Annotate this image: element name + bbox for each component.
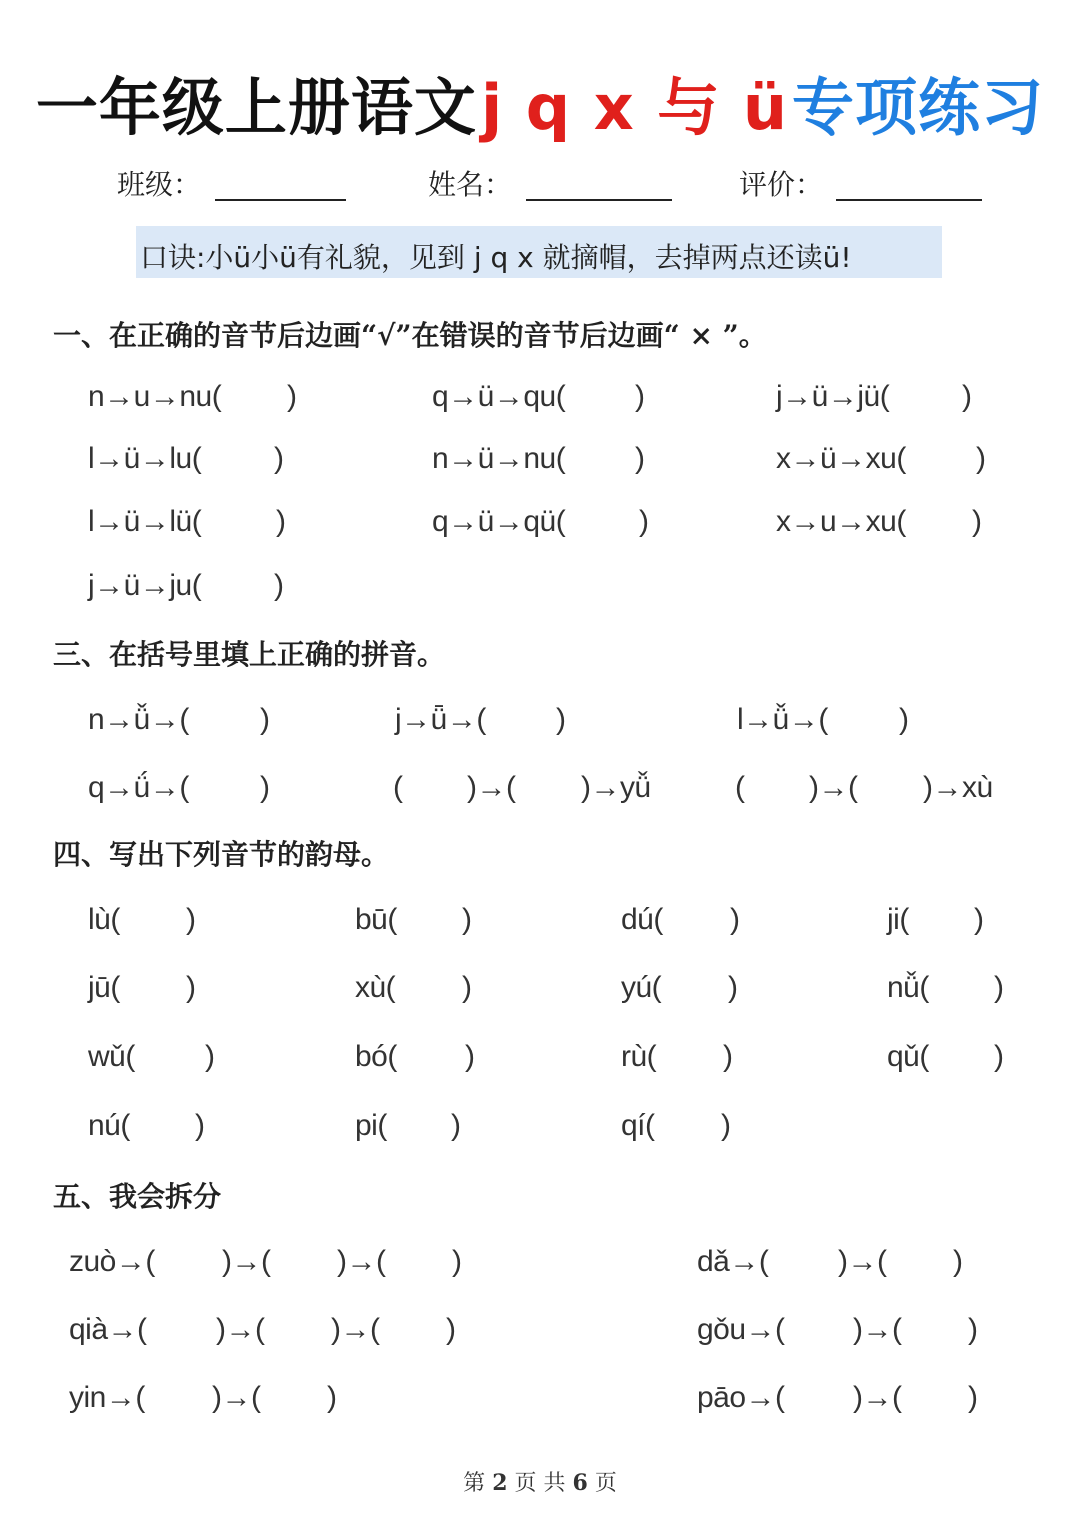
grade-label: 评价： <box>739 168 824 201</box>
s1-item: n→ü→nu( <box>432 442 566 475</box>
s3-answer-slot[interactable]: ) <box>260 703 270 736</box>
s4-answer-slot[interactable]: ) <box>974 903 984 936</box>
s1-item: q→ü→qu( <box>432 380 566 413</box>
s4-item: dú( <box>621 903 663 936</box>
s1-answer-slot[interactable]: ) <box>639 505 649 538</box>
s5-answer-slot[interactable]: ) <box>446 1313 456 1346</box>
s3-item: )→( <box>467 771 516 804</box>
s4-answer-slot[interactable]: ) <box>186 971 196 1004</box>
section5-heading: 五、我会拆分 <box>53 1180 222 1213</box>
s5-join: )→( <box>838 1245 887 1278</box>
s5-item: pāo→( <box>697 1381 785 1414</box>
s4-item: ji( <box>887 903 909 936</box>
s4-item: nǚ( <box>887 971 929 1004</box>
s4-answer-slot[interactable]: ) <box>462 971 472 1004</box>
s3-item: n→ǚ→( <box>88 703 189 736</box>
s5-join: )→( <box>222 1245 271 1278</box>
s1-item: x→ü→xu( <box>776 442 906 475</box>
footer-page-number: 2 <box>492 1470 508 1496</box>
s5-answer-slot[interactable]: ) <box>452 1245 462 1278</box>
s3-item: )→xù <box>923 771 993 804</box>
footer-middle: 页 共 <box>514 1471 566 1496</box>
s4-answer-slot[interactable]: ) <box>730 903 740 936</box>
s1-item: n→u→nu( <box>88 380 222 413</box>
s5-join: )→( <box>216 1313 265 1346</box>
s4-item: nú( <box>88 1109 130 1142</box>
s5-item: qià→( <box>69 1313 147 1346</box>
s4-item: xù( <box>355 971 396 1004</box>
class-blank[interactable] <box>215 199 346 201</box>
title-part-letters: j q x 与 ü <box>480 71 789 144</box>
title-part-practice: 专项练习 <box>792 71 1045 144</box>
s4-answer-slot[interactable]: ) <box>723 1040 733 1073</box>
grade-blank[interactable] <box>836 199 982 201</box>
s5-item: dǎ→( <box>697 1245 769 1278</box>
s4-item: pi( <box>355 1109 387 1142</box>
s1-item: j→ü→ju( <box>88 569 202 602</box>
s1-item: j→ü→jü( <box>776 380 890 413</box>
footer-total-pages: 6 <box>572 1470 588 1496</box>
s5-join: )→( <box>853 1313 902 1346</box>
class-label: 班级： <box>117 168 202 201</box>
s4-item: yú( <box>621 971 662 1004</box>
footer-suffix: 页 <box>594 1471 617 1496</box>
s3-answer-slot[interactable]: ) <box>556 703 566 736</box>
s1-answer-slot[interactable]: ) <box>962 380 972 413</box>
s3-item: ( <box>393 771 403 804</box>
s1-answer-slot[interactable]: ) <box>276 505 286 538</box>
s1-item: l→ü→lu( <box>88 442 202 475</box>
title-part-grade: 一年级上册语文 <box>35 71 477 144</box>
s3-answer-slot[interactable]: ) <box>899 703 909 736</box>
s4-answer-slot[interactable]: ) <box>994 1040 1004 1073</box>
s1-answer-slot[interactable]: ) <box>287 380 297 413</box>
page-footer <box>0 1466 1080 1497</box>
s4-answer-slot[interactable]: ) <box>994 971 1004 1004</box>
s4-item: lù( <box>88 903 120 936</box>
s3-item: ( <box>735 771 745 804</box>
s4-item: rù( <box>621 1040 657 1073</box>
s4-answer-slot[interactable]: ) <box>465 1040 475 1073</box>
page-title <box>0 58 1080 147</box>
s4-item: bó( <box>355 1040 397 1073</box>
s3-item: l→ǚ→( <box>737 703 828 736</box>
s1-item: q→ü→qü( <box>432 505 566 538</box>
s4-item: bū( <box>355 903 397 936</box>
s5-item: zuò→( <box>69 1245 155 1278</box>
s4-answer-slot[interactable]: ) <box>186 903 196 936</box>
s5-answer-slot[interactable]: ) <box>968 1381 978 1414</box>
s5-answer-slot[interactable]: ) <box>968 1313 978 1346</box>
s1-answer-slot[interactable]: ) <box>274 442 284 475</box>
s3-answer-slot[interactable]: ) <box>260 771 270 804</box>
s4-answer-slot[interactable]: ) <box>462 903 472 936</box>
s3-item: j→ǖ→( <box>395 703 486 736</box>
s5-answer-slot[interactable]: ) <box>953 1245 963 1278</box>
s5-join: )→( <box>212 1381 261 1414</box>
s5-join: )→( <box>337 1245 386 1278</box>
s5-join: )→( <box>331 1313 380 1346</box>
s1-answer-slot[interactable]: ) <box>976 442 986 475</box>
s5-item: yin→( <box>69 1381 145 1414</box>
s4-answer-slot[interactable]: ) <box>721 1109 731 1142</box>
s1-answer-slot[interactable]: ) <box>274 569 284 602</box>
name-blank[interactable] <box>526 199 672 201</box>
mnemonic-text: 口诀:小ü小ü有礼貌，见到 j q x 就摘帽，去掉两点还读ü! <box>140 241 852 274</box>
s4-item: qǔ( <box>887 1040 929 1073</box>
footer-prefix: 第 <box>463 1471 486 1496</box>
s1-item: l→ü→lü( <box>88 505 202 538</box>
s5-answer-slot[interactable]: ) <box>327 1381 337 1414</box>
s4-item: jū( <box>88 971 120 1004</box>
s3-item: q→ǘ→( <box>88 771 189 804</box>
s3-item: )→yǚ <box>581 771 651 804</box>
section1-heading: 一、在正确的音节后边画“√”在错误的音节后边画“ × ”。 <box>53 319 767 352</box>
s1-item: x→u→xu( <box>776 505 906 538</box>
s1-answer-slot[interactable]: ) <box>972 505 982 538</box>
s4-item: wǔ( <box>88 1040 135 1073</box>
s4-answer-slot[interactable]: ) <box>451 1109 461 1142</box>
s5-join: )→( <box>853 1381 902 1414</box>
s4-answer-slot[interactable]: ) <box>728 971 738 1004</box>
name-label: 姓名： <box>428 168 513 201</box>
s5-item: gǒu→( <box>697 1313 785 1346</box>
s4-answer-slot[interactable]: ) <box>195 1109 205 1142</box>
section3-heading: 三、在括号里填上正确的拼音。 <box>53 638 446 671</box>
s4-item: qí( <box>621 1109 655 1142</box>
s1-answer-slot[interactable]: ) <box>635 442 645 475</box>
s4-answer-slot[interactable]: ) <box>205 1040 215 1073</box>
s3-item: )→( <box>809 771 858 804</box>
section4-heading: 四、写出下列音节的韵母。 <box>53 838 390 871</box>
s1-answer-slot[interactable]: ) <box>635 380 645 413</box>
